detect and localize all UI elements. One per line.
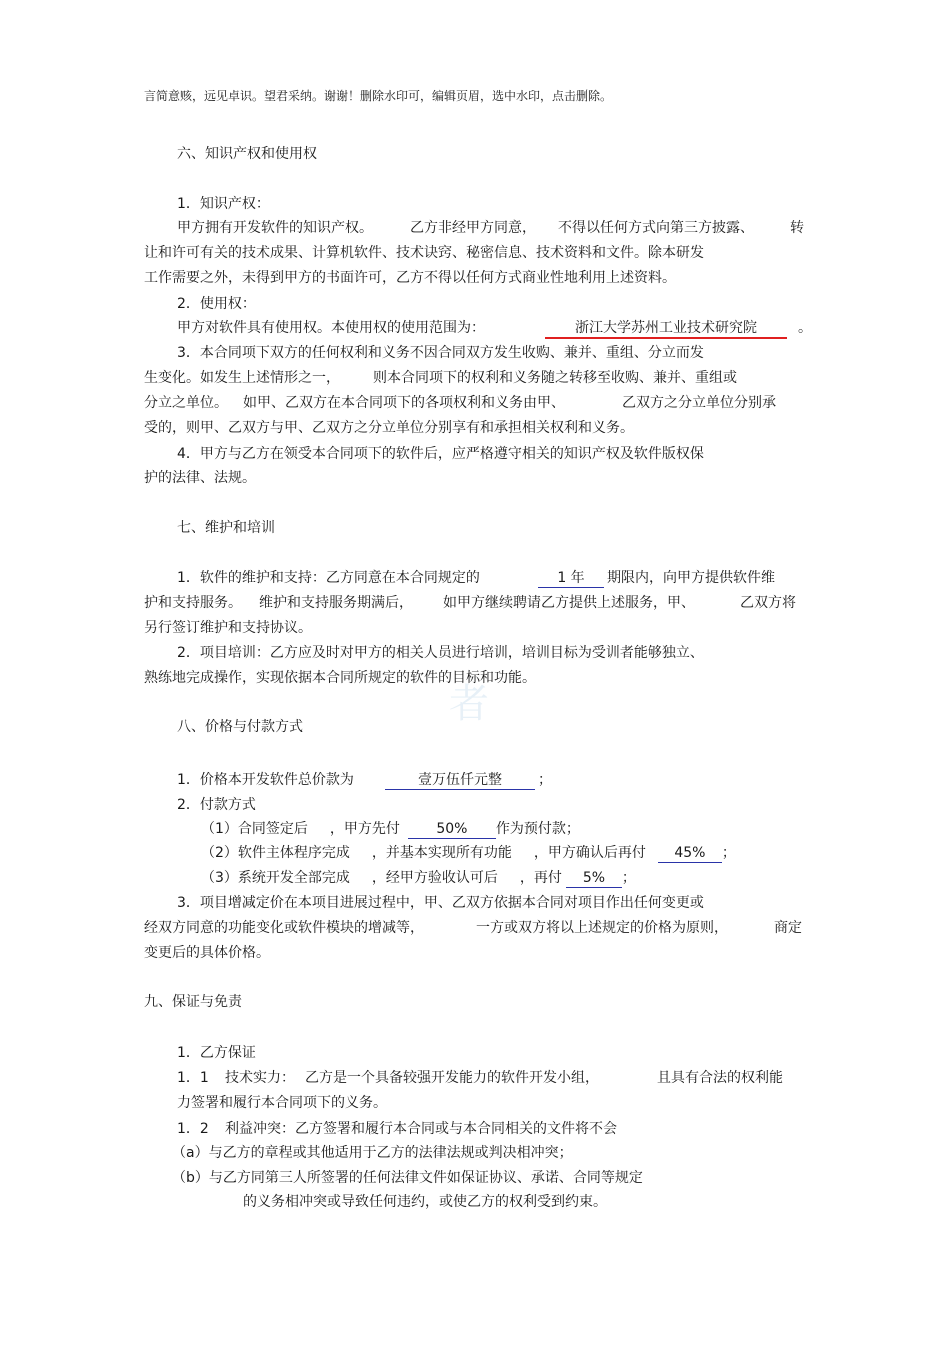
sec6-p2-line1: 甲方对软件具有使用权。本使用权的使用范围为： bbox=[177, 320, 485, 336]
sec7-p2-line1: 2．项目培训：乙方应及时对甲方的相关人员进行培训，培训目标为受训者能够独立、 bbox=[177, 645, 704, 661]
sec8-p1a: 1．价格本开发软件总价款为 bbox=[177, 772, 354, 788]
sec8-p1b: ； bbox=[538, 772, 552, 788]
sec9-p12b: 利益冲突：乙方签署和履行本合同或与本合同相关的文件将不会 bbox=[225, 1121, 617, 1137]
maintenance-period-value: 1 年 bbox=[538, 569, 604, 588]
payment-item-2-d: ； bbox=[721, 845, 736, 861]
sec6-p1-line3: 工作需要之外，未得到甲方的书面许可，乙方不得以任何方式商业性地利用上述资料。 bbox=[144, 270, 676, 286]
sec6-p3-line3b: 如甲、乙双方在本合同项下的各项权利和义务由甲、 bbox=[243, 395, 565, 411]
watermark: 者 bbox=[449, 681, 489, 727]
sec8-p2: 2．付款方式 bbox=[177, 797, 256, 813]
sec6-p2-head: 2．使用权： bbox=[177, 296, 256, 312]
section-6-title: 六、知识产权和使用权 bbox=[177, 146, 317, 162]
payment-item-2 bbox=[201, 843, 736, 863]
section-7-title: 七、维护和培训 bbox=[177, 520, 275, 536]
sec6-p3-line3a: 分立之单位。 bbox=[144, 395, 228, 411]
sec6-p3-line2a: 生变化。如发生上述情形之一， bbox=[144, 370, 340, 386]
total-price-value: 壹万伍仟元整 bbox=[385, 771, 535, 790]
payment-item-2-c: ，甲方确认后再付 bbox=[533, 845, 646, 861]
sec9-pa: （a）与乙方的章程或其他适用于乙方的法律法规或判决相冲突； bbox=[172, 1145, 573, 1161]
sec6-p3-line1: 3．本合同项下双方的任何权利和义务不因合同双方发生收购、兼并、重组、分立而发 bbox=[177, 345, 704, 361]
usage-scope-field bbox=[545, 318, 787, 339]
sec6-p4-line1: 4．甲方与乙方在领受本合同项下的软件后，应严格遵守相关的知识产权及软件版权保 bbox=[177, 446, 704, 462]
usage-scope-value: 浙江大学苏州工业技术研究院 bbox=[545, 319, 787, 339]
sec9-p12a: 1．2 bbox=[177, 1121, 209, 1137]
payment-item-3-c: ，再付 bbox=[519, 870, 562, 886]
sec6-p1-line2: 让和许可有关的技术成果、计算机软件、技术诀窍、秘密信息、技术资料和文件。除本研发 bbox=[144, 245, 704, 261]
sec6-p1-line1a: 甲方拥有开发软件的知识产权。 bbox=[177, 220, 373, 236]
sec8-p3-line3: 变更后的具体价格。 bbox=[144, 945, 270, 961]
sec6-p1-line1d: 转 bbox=[790, 220, 804, 236]
final-payment-value: 5% bbox=[566, 869, 622, 888]
payment-item-1-b: ，甲方先付 bbox=[329, 821, 400, 837]
second-payment-value: 45% bbox=[658, 844, 722, 863]
payment-item-2-b: ，并基本实现所有功能 bbox=[371, 845, 512, 861]
sec6-p3-line3c: 乙双方之分立单位分别承 bbox=[622, 395, 776, 411]
sec8-p3-line2b: 一方或双方将以上述规定的价格为原则， bbox=[476, 920, 728, 936]
sec7-p1-line1b: 期限内，向甲方提供软件维 bbox=[607, 570, 775, 586]
prepayment-value: 50% bbox=[408, 820, 496, 839]
sec9-p11-line2: 力签署和履行本合同项下的义务。 bbox=[177, 1095, 387, 1111]
payment-item-1 bbox=[201, 819, 580, 839]
sec9-pb: （b）与乙方同第三人所签署的任何法律文件如保证协议、承诺、合同等规定 bbox=[172, 1170, 643, 1186]
payment-item-2-a: （2）软件主体程序完成 bbox=[201, 845, 350, 861]
payment-item-3-a: （3）系统开发全部完成 bbox=[201, 870, 350, 886]
sec8-p3-line1: 3．项目增减定价在本项目进展过程中，甲、乙双方依据本合同对项目作出任何变更或 bbox=[177, 895, 704, 911]
sec7-p1-line2b: 维护和支持服务期满后， bbox=[259, 595, 413, 611]
sec9-p11c: 乙方是一个具备较强开发能力的软件开发小组， bbox=[305, 1070, 599, 1086]
sec7-p1-line3: 另行签订维护和支持协议。 bbox=[144, 620, 312, 636]
sec7-p1-line2c: 如甲方继续聘请乙方提供上述服务，甲、 bbox=[443, 595, 695, 611]
payment-item-3-b: ，经甲方验收认可后 bbox=[371, 870, 498, 886]
sec9-p11a: 1．1 bbox=[177, 1070, 209, 1086]
section-9-title: 九、保证与免责 bbox=[144, 994, 242, 1010]
payment-item-3 bbox=[201, 868, 636, 888]
sec7-p1-line2a: 护和支持服务。 bbox=[144, 595, 242, 611]
sec8-p3-line2a: 经双方同意的功能变化或软件模块的增减等， bbox=[144, 920, 424, 936]
sec9-pb-line2: 的义务相冲突或导致任何违约，或使乙方的权利受到约束。 bbox=[243, 1194, 607, 1210]
total-price-field bbox=[385, 770, 535, 790]
sec6-p3-line4: 受的，则甲、乙双方与甲、乙双方之分立单位分别享有和承担相关权利和义务。 bbox=[144, 420, 634, 436]
section-8-title: 八、价格与付款方式 bbox=[177, 719, 303, 735]
sec9-p11b: 技术实力： bbox=[225, 1070, 295, 1086]
sec6-p1-line1c: 不得以任何方式向第三方披露、 bbox=[558, 220, 754, 236]
sec7-p1-line1a: 1．软件的维护和支持：乙方同意在本合同规定的 bbox=[177, 570, 480, 586]
sec7-p2-line2: 熟练地完成操作，实现依据本合同所规定的软件的目标和功能。 bbox=[144, 670, 536, 686]
sec6-p1-head: 1．知识产权： bbox=[177, 196, 270, 212]
payment-item-1-a: （1）合同签定后 bbox=[201, 821, 308, 837]
payment-item-1-c: 作为预付款； bbox=[495, 821, 580, 837]
sec8-p3-line2c: 商定 bbox=[774, 920, 802, 936]
sec9-p11d: 且具有合法的权利能 bbox=[657, 1070, 783, 1086]
maintenance-period-field bbox=[538, 568, 604, 588]
sec7-p1-line2d: 乙双方将 bbox=[740, 595, 796, 611]
sec6-p4-line2: 护的法律、法规。 bbox=[144, 470, 256, 486]
sec6-p2-end: 。 bbox=[798, 320, 812, 336]
sec6-p1-line1b: 乙方非经甲方同意， bbox=[410, 220, 536, 236]
sec9-p1: 1．乙方保证 bbox=[177, 1045, 256, 1061]
header-note: 言简意赅，远见卓识。望君采纳。谢谢！删除水印可，编辑页眉，选中水印，点击删除。 bbox=[144, 89, 613, 103]
payment-item-3-d: ； bbox=[621, 870, 636, 886]
sec6-p3-line2b: 则本合同项下的权利和义务随之转移至收购、兼并、重组或 bbox=[373, 370, 737, 386]
